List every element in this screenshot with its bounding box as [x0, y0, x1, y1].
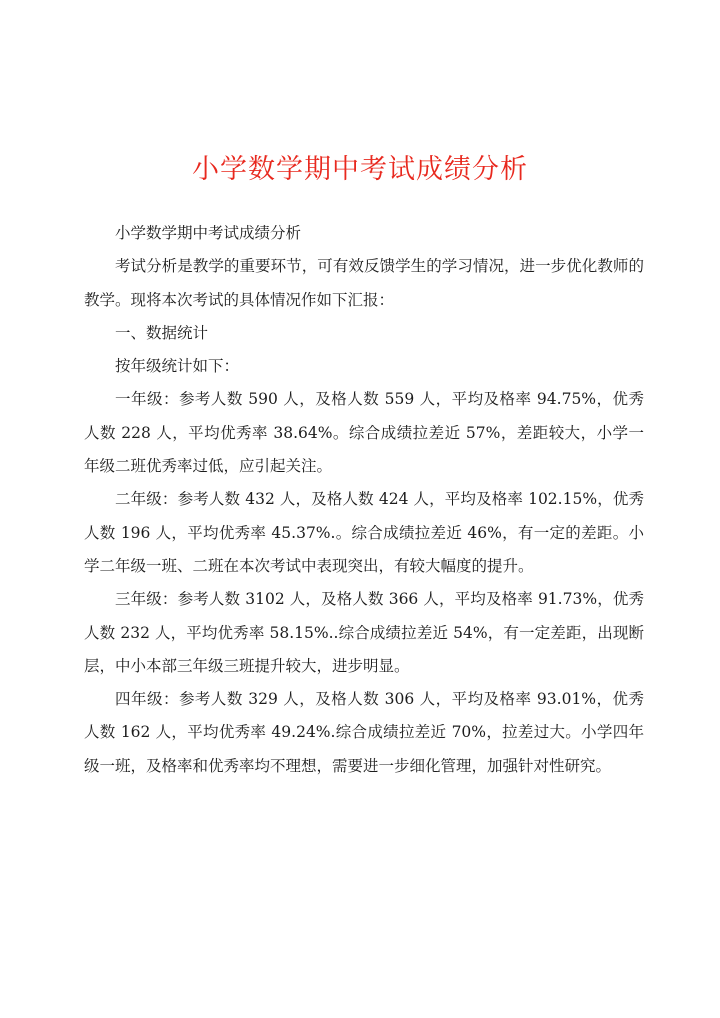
paragraph-grade-4: 四年级：参考人数 329 人，及格人数 306 人，平均及格率 93.01%，优秀人数 162 人，平均优秀率 49.24%.综合成绩拉差近 70%，拉差过大。小学四年级一班，及格率和优秀率均不理想，需要进一步细化管理，加强针对性研究。 — [84, 690, 644, 775]
document-title: 小学数学期中考试成绩分析 — [192, 154, 528, 185]
section-heading-data-statistics: 一、数据统计 — [115, 323, 209, 342]
paragraph-subtitle: 小学数学期中考试成绩分析 — [115, 224, 302, 242]
paragraph-intro: 考试分析是教学的重要环节，可有效反馈学生的学习情况，进一步优化教师的教学。现将本次考试的具体情况作如下汇报： — [84, 257, 644, 309]
paragraph-by-grade: 按年级统计如下： — [115, 357, 240, 376]
paragraph-grade-3: 三年级：参考人数 3102 人，及格人数 366 人，平均及格率 91.73%，优秀人数 232 人，平均优秀率 58.15%..综合成绩拉差近 54%，有一定差距，出现断层，中小本部三年级三班提升较大，进步明显。 — [84, 590, 644, 675]
document-body — [84, 217, 644, 783]
paragraph-grade-1: 一年级：参考人数 590 人，及格人数 559 人，平均及格率 94.75%，优秀人数 228 人，平均优秀率 38.64%。综合成绩拉差近 57%，差距较大，小学一年级二班优秀率过低，应引起关注。 — [84, 390, 644, 476]
paragraph-grade-2: 二年级：参考人数 432 人，及格人数 424 人，平均及格率 102.15%，优秀人数 196 人，平均优秀率 45.37%.。综合成绩拉差近 46%，有一定的差距。小学二年级一班、二班在本次考试中表现突出，有较大幅度的提升。 — [84, 490, 644, 575]
